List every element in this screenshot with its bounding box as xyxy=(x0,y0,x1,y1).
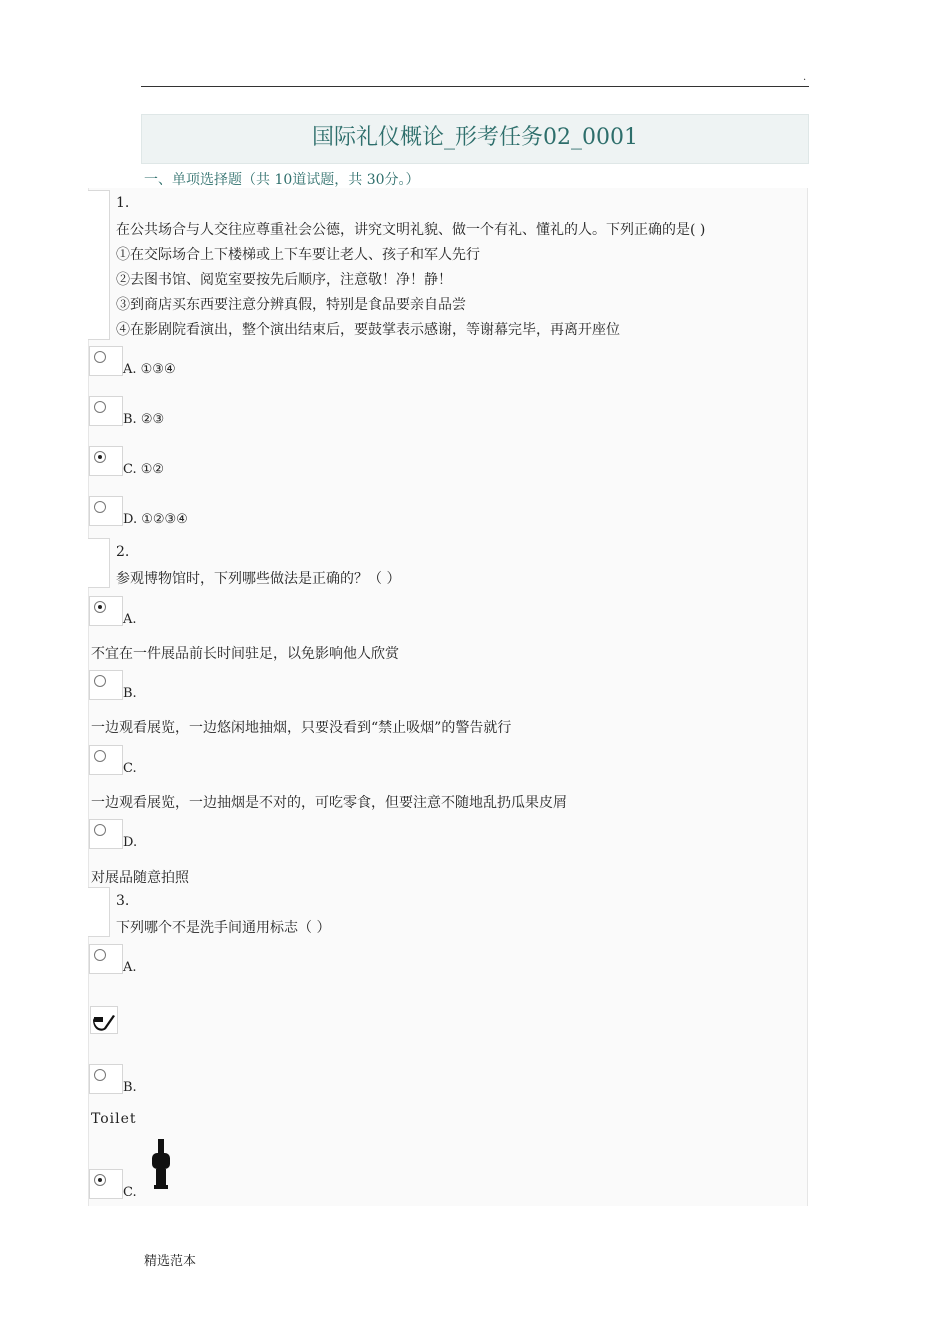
option-letter: B. xyxy=(123,1080,137,1095)
option-radio[interactable] xyxy=(89,670,123,700)
option-text: 一边观看展览，一边悠闲地抽烟，只要没看到“禁止吸烟”的警告就行 xyxy=(91,720,512,736)
footer-text: 精选范本 xyxy=(144,1254,197,1269)
option-letter: C. xyxy=(123,1185,137,1200)
pipe-icon xyxy=(90,1006,118,1034)
option-letter: A. xyxy=(123,612,137,627)
radio-unchecked-icon xyxy=(94,351,106,363)
option-text: 一边观看展览，一边抽烟是不对的，可吃零食，但要注意不随地乱扔瓜果皮屑 xyxy=(91,795,567,811)
radio-checked-icon xyxy=(94,451,106,463)
faucet-icon-svg xyxy=(147,1137,175,1197)
option-radio[interactable] xyxy=(89,346,123,376)
option-radio[interactable] xyxy=(89,819,123,849)
option-radio[interactable] xyxy=(89,745,123,775)
option-label: D. ①②③④ xyxy=(123,512,188,527)
question-marker xyxy=(88,190,110,340)
pipe-icon-svg xyxy=(91,1007,117,1033)
option-label: B. ②③ xyxy=(123,412,165,427)
header-dot: . xyxy=(803,72,807,83)
radio-unchecked-icon xyxy=(94,675,106,687)
option-label: C. ①② xyxy=(123,462,165,477)
question-marker xyxy=(88,887,110,937)
option-letter: C. xyxy=(123,761,137,776)
radio-unchecked-icon xyxy=(94,1069,106,1081)
section-heading: 一、单项选择题（共 10道试题，共 30分。） xyxy=(144,172,420,188)
question-panel xyxy=(88,188,808,1206)
header-rule xyxy=(141,86,809,87)
option-radio[interactable] xyxy=(89,596,123,626)
question-stem: 参观博物馆时，下列哪些做法是正确的？（ ） xyxy=(116,571,401,587)
option-text: 对展品随意拍照 xyxy=(91,870,189,886)
question-stem: 在公共场合与人交往应尊重社会公德，讲究文明礼貌、做一个有礼、懂礼的人。下列正确的是( ) xyxy=(116,222,706,238)
question-item: ①在交际场合上下楼梯或上下车要让老人、孩子和军人先行 xyxy=(116,247,480,263)
radio-unchecked-icon xyxy=(94,824,106,836)
question-number: 1. xyxy=(116,195,130,211)
question-number: 3. xyxy=(116,893,130,909)
option-radio[interactable] xyxy=(89,396,123,426)
option-label: A. ①③④ xyxy=(123,362,176,377)
radio-unchecked-icon xyxy=(94,501,106,513)
option-radio[interactable] xyxy=(89,496,123,526)
option-text: Toilet xyxy=(91,1111,137,1127)
question-item: ④在影剧院看演出，整个演出结束后，要鼓掌表示感谢，等谢幕完毕，再离开座位 xyxy=(116,322,620,338)
radio-checked-icon xyxy=(94,1174,106,1186)
radio-unchecked-icon xyxy=(94,401,106,413)
option-radio[interactable] xyxy=(89,1169,123,1199)
option-text: 不宜在一件展品前长时间驻足，以免影响他人欣赏 xyxy=(91,646,399,662)
option-radio[interactable] xyxy=(89,446,123,476)
option-letter: B. xyxy=(123,686,137,701)
radio-unchecked-icon xyxy=(94,750,106,762)
question-item: ②去图书馆、阅览室要按先后顺序，注意敬！净！静！ xyxy=(116,272,452,288)
page-title: 国际礼仪概论_形考任务02_0001 xyxy=(312,125,638,150)
question-stem: 下列哪个不是洗手间通用标志（ ） xyxy=(116,920,331,936)
question-item: ③到商店买东西要注意分辨真假，特别是食品要亲自品尝 xyxy=(116,297,466,313)
option-letter: A. xyxy=(123,960,137,975)
radio-unchecked-icon xyxy=(94,949,106,961)
faucet-icon xyxy=(147,1137,175,1197)
option-radio[interactable] xyxy=(89,944,123,974)
option-letter: D. xyxy=(123,835,138,850)
question-number: 2. xyxy=(116,544,130,560)
radio-checked-icon xyxy=(94,601,106,613)
option-radio[interactable] xyxy=(89,1064,123,1094)
question-marker xyxy=(88,538,110,588)
